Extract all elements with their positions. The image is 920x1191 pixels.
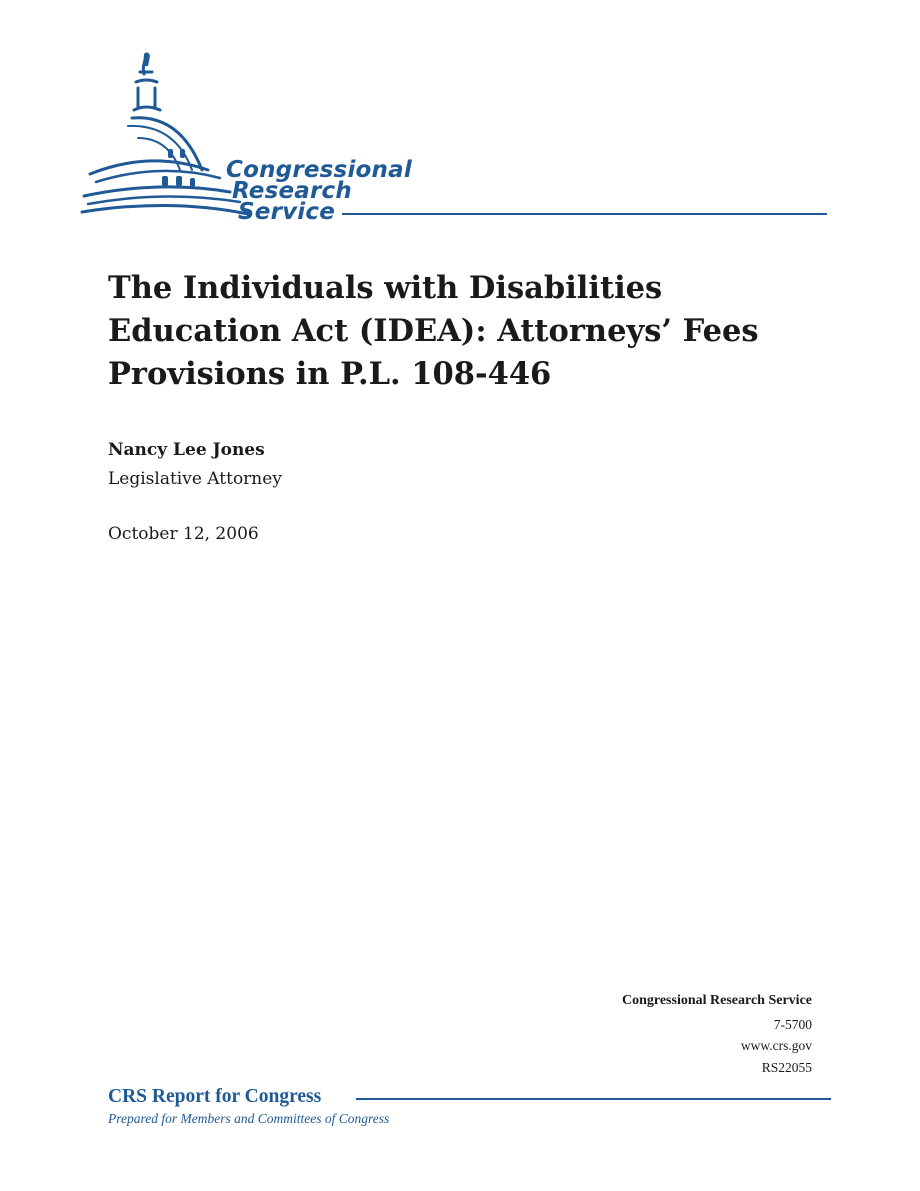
report-date: October 12, 2006 xyxy=(108,524,259,544)
footer-title: CRS Report for Congress xyxy=(108,1086,322,1107)
crs-name: Congressional Research Service xyxy=(621,993,812,1008)
logo-text-research: Research xyxy=(232,178,352,204)
report-number: RS22055 xyxy=(761,1059,812,1075)
footer-subtitle: Prepared for Members and Committees of Congress xyxy=(108,1111,390,1126)
document-title: The Individuals with Disabilities Education Act (IDEA): Attorneys’ Fees Provisions in P.L. 108-446 xyxy=(108,270,759,392)
footer-rule xyxy=(356,1098,831,1100)
crs-website-link[interactable]: www.crs.gov xyxy=(740,1038,812,1053)
crs-phone: 7-5700 xyxy=(773,1016,812,1032)
logo-text-congressional: Congressional xyxy=(226,157,412,183)
logo-text-service: Service xyxy=(238,199,336,225)
logo-rule xyxy=(342,213,827,215)
author-title: Legislative Attorney xyxy=(108,469,282,489)
crs-logo xyxy=(80,52,830,227)
author-name: Nancy Lee Jones xyxy=(108,440,265,460)
crs-info-block xyxy=(622,990,812,1078)
